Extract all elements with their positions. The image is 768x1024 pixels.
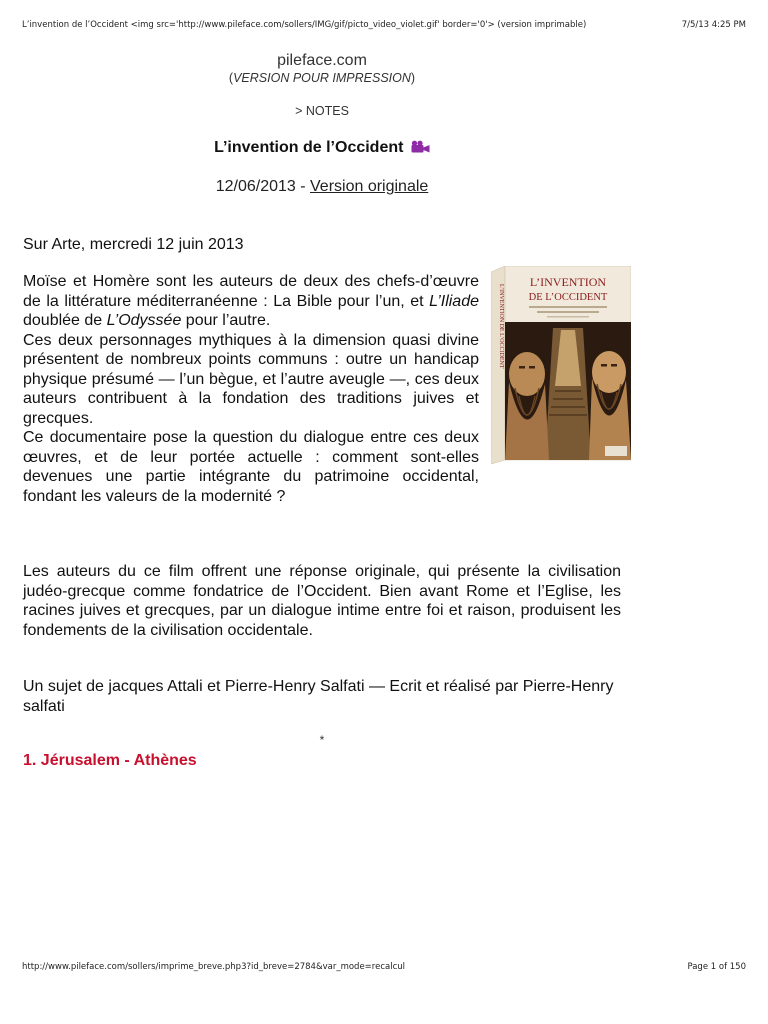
para1-odyssey: L’Odyssée: [106, 312, 182, 329]
main-paragraph-block: [23, 272, 621, 506]
book-title-line2: DE L’OCCIDENT: [528, 292, 608, 303]
print-version-close: ): [410, 71, 416, 85]
notes-link[interactable]: > NOTES: [295, 104, 349, 118]
para1-iliad: L’Iliade: [429, 292, 479, 310]
intro-paragraph: Sur Arte, mercredi 12 juin 2013: [23, 236, 244, 253]
print-footer-url: http://www.pileface.com/sollers/imprime_breve.php3?id_breve=2784&var_mode=recalcul: [22, 962, 405, 972]
paragraph-personnages: Ces deux personnages mythiques à la dimension quasi divine présentent de nombreux points communs : outre un handicap physique présumé — l’un bègue, et l’autre aveugle —, ces deux auteurs contribuent à la fondation des traditions juives et grecques.: [23, 331, 479, 427]
date-separator: -: [295, 178, 310, 195]
paragraph-auteurs: Les auteurs du ce film offrent une réponse originale, qui présente la civilisation judéo-grecque comme fondatrice de l’Occident. Bien avant Rome et l’Eglise, les racines juives et grecques, par un dialogue intime entre foi et raison, produisent les fondements de la civilisation occidentale.: [23, 563, 621, 639]
print-version-text: VERSION POUR IMPRESSION: [233, 71, 411, 85]
print-footer-page: Page 1 of 150: [687, 962, 746, 972]
para1-text-c: pour l’autre.: [181, 312, 271, 329]
site-header: [0, 52, 644, 86]
paragraph-documentaire: Ce documentaire pose la question du dialogue entre ces deux œuvres, et de leur portée actuelle : comment sont-elles devenues une partie intégrante du patrimoine occidental, fondant les valeurs de la modernité ?: [23, 429, 479, 505]
original-version-link[interactable]: Version originale: [310, 178, 429, 195]
print-header: [22, 20, 746, 30]
site-name[interactable]: pileface.com: [277, 52, 367, 69]
print-version-open: (: [228, 71, 234, 85]
print-header-title: L’invention de l’Occident <img src='http://www.pileface.com/sollers/IMG/gif/picto_video_violet.gif' border='0'> (version imprimable): [22, 20, 587, 30]
article-date: 12/06/2013: [215, 178, 296, 195]
section-heading: 1. Jérusalem - Athènes: [23, 752, 197, 769]
date-line: [0, 178, 644, 196]
video-camera-icon: [410, 140, 430, 153]
article-title-line: [0, 139, 644, 157]
print-footer: [22, 962, 746, 972]
section-separator: *: [319, 733, 325, 747]
print-version-label: [0, 70, 644, 86]
para1-text-b: doublée de: [23, 312, 107, 329]
para1-text-a: Moïse et Homère sont les auteurs de deux des chefs-d’œuvre de la littérature méditerranéenne : La Bible pour l’un, et: [23, 273, 479, 310]
book-title-line1: L’INVENTION: [529, 275, 607, 289]
book-cover-image: [491, 266, 631, 464]
book-spine-text: L’INVENTION DE L’OCCIDENT: [498, 284, 504, 369]
print-header-datetime: 7/5/13 4:25 PM: [681, 20, 746, 30]
article-title: L’invention de l’Occident: [214, 139, 404, 156]
paragraph-sujet: Un sujet de jacques Attali et Pierre-Henry Salfati — Ecrit et réalisé par Pierre-Henry salfati: [23, 678, 614, 715]
